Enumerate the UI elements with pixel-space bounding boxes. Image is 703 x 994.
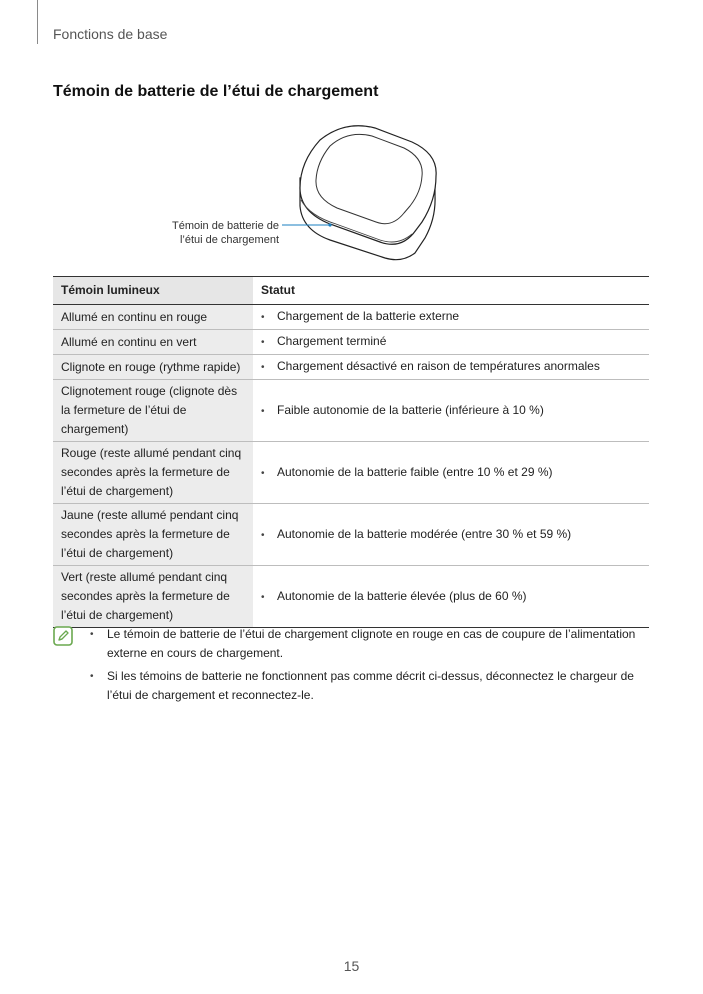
cell-status — [253, 380, 649, 442]
callout-label-line2: l’étui de chargement — [179, 234, 279, 246]
table-row — [53, 380, 649, 442]
note-pencil-icon — [53, 626, 73, 646]
table-row — [53, 355, 649, 380]
table-header-row — [53, 277, 649, 305]
note-list — [53, 625, 649, 705]
status-text: Chargement désactivé en raison de températures anormales — [277, 359, 600, 373]
cell-light: Clignote en rouge (rythme rapide) — [53, 355, 253, 380]
note-item: • Si les témoins de batterie ne fonctionnent pas comme décrit ci-dessus, déconnectez le chargeur de l’étui de chargement et reconnectez-le. — [90, 667, 649, 705]
callout-label-line1: Témoin de batterie de — [171, 220, 279, 232]
cell-status — [253, 566, 649, 628]
column-header-status: Statut — [253, 277, 649, 305]
page-title: Témoin de batterie de l’étui de chargement — [53, 83, 379, 100]
table-row — [53, 330, 649, 355]
callout-label — [140, 219, 279, 247]
bullet-icon: • — [261, 467, 265, 479]
note-box — [53, 625, 649, 709]
status-text: Autonomie de la batterie faible (entre 10 % et 29 %) — [277, 464, 553, 479]
cell-status — [253, 504, 649, 566]
table-row — [53, 305, 649, 330]
cell-status — [253, 330, 649, 355]
cell-light: Jaune (reste allumé pendant cinq secondes après la fermeture de l’étui de chargement) — [53, 504, 253, 566]
table-row — [53, 442, 649, 504]
cell-light: Allumé en continu en rouge — [53, 305, 253, 330]
charging-case-figure — [140, 118, 480, 268]
cell-status — [253, 305, 649, 330]
section-header: Fonctions de base — [53, 26, 168, 42]
cell-light: Allumé en continu en vert — [53, 330, 253, 355]
cell-light: Clignotement rouge (clignote dès la fermeture de l’étui de chargement) — [53, 380, 253, 442]
cell-light: Rouge (reste allumé pendant cinq secondes après la fermeture de l’étui de chargement) — [53, 442, 253, 504]
bullet-icon: • — [261, 529, 265, 541]
bullet-icon: • — [261, 362, 265, 373]
cell-light: Vert (reste allumé pendant cinq secondes après la fermeture de l’étui de chargement) — [53, 566, 253, 628]
column-header-light: Témoin lumineux — [53, 277, 253, 305]
cell-status — [253, 355, 649, 380]
status-text: Faible autonomie de la batterie (inférieure à 10 %) — [277, 402, 544, 417]
bullet-icon: • — [261, 337, 265, 348]
table-row — [53, 566, 649, 628]
status-text: Chargement terminé — [277, 334, 387, 348]
bullet-icon: • — [261, 405, 265, 417]
cell-status — [253, 442, 649, 504]
page-margin-rule — [37, 0, 38, 44]
page-number: 15 — [343, 958, 360, 974]
status-text: Chargement de la batterie externe — [277, 309, 460, 323]
note-item: • Le témoin de batterie de l’étui de chargement clignote en rouge en cas de coupure de l’alimentation externe en cours de chargement. — [90, 625, 649, 663]
bullet-icon: • — [261, 312, 265, 323]
battery-status-table — [53, 276, 649, 628]
table-row — [53, 504, 649, 566]
bullet-icon: • — [261, 591, 265, 603]
status-text: Autonomie de la batterie élevée (plus de 60 %) — [277, 588, 527, 603]
status-text: Autonomie de la batterie modérée (entre 30 % et 59 %) — [277, 526, 572, 541]
